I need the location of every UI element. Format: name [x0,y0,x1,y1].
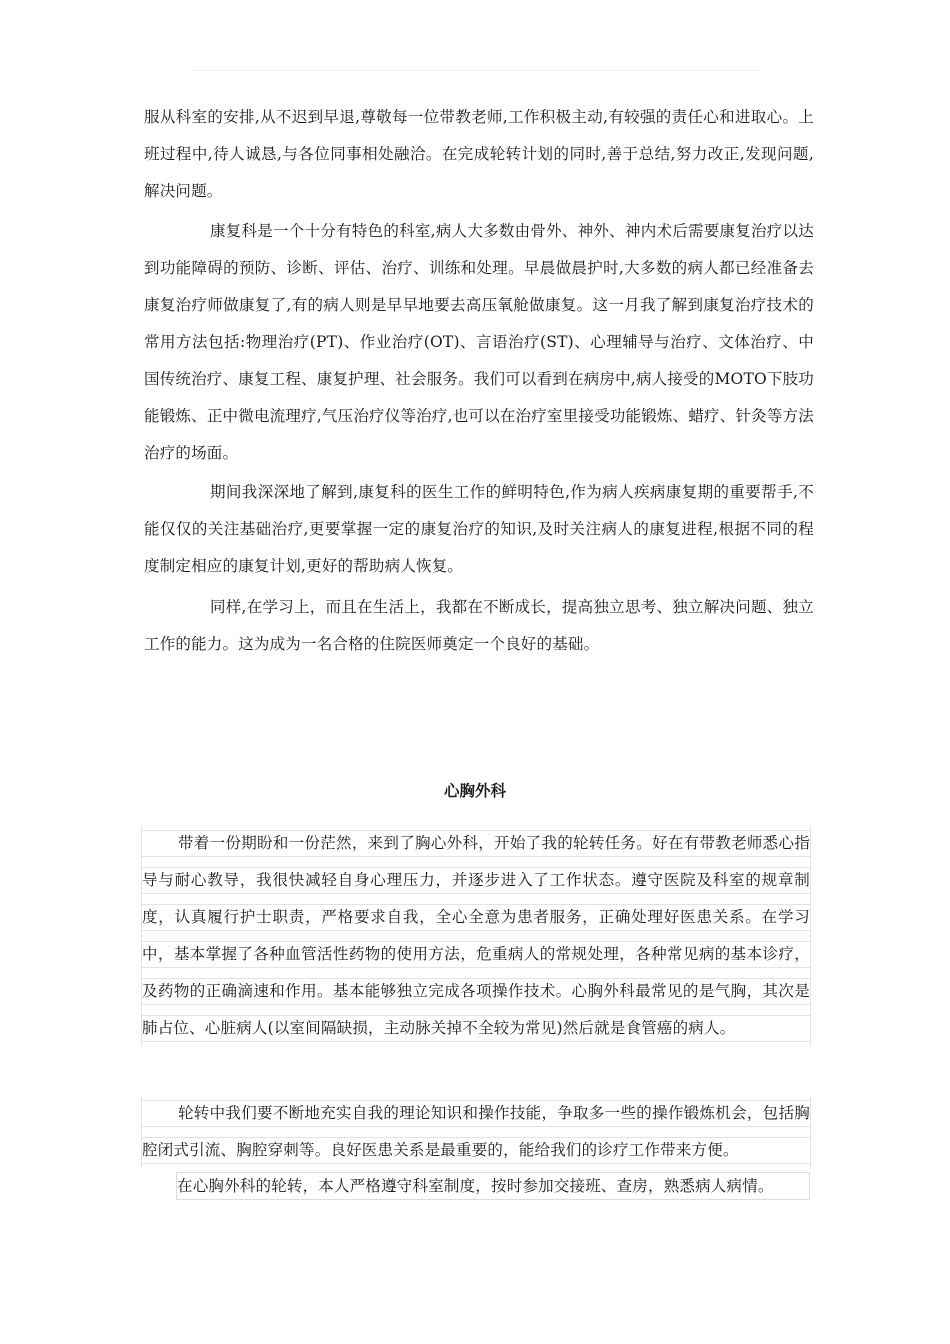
paragraph-7: 在心胸外科的轮转，本人严格遵守科室制度，按时参加交接班、查房，熟悉病人病情。 [176,1172,810,1200]
footer-watermark: · [473,1244,477,1253]
paragraph-6: 轮转中我们要不断地充实自我的理论知识和操作技能，争取多一些的操作锻炼机会，包括胸腔闭式引流、胸腔穿刺等。良好医患关系是最重要的，能给我们的诊疗工作带来方便。 [141,1095,811,1169]
paragraph-5: 带着一份期盼和一份茫然，来到了胸心外科，开始了我的轮转任务。好在有带教老师悉心指导与耐心教导，我很快减轻自身心理压力，并逐步进入了工作状态。遵守医院及科室的规章制度，认真履行护士职责，严格要求自我，全心全意为患者服务，正确处理好医患关系。在学习中，基本掌握了各种血管活性药物的使用方法，危重病人的常规处理，各种常见病的基本诊疗，及药物的正确滴速和作用。基本能够独立完成各项操作技术。心胸外科最常见的是气胸，其次是肺占位、心脏病人(以室间隔缺损，主动脉关掉不全较为常见)然后就是食管癌的病人。 [141,825,811,1047]
paragraph-3: 期间我深深地了解到,康复科的医生工作的鲜明特色,作为病人疾病康复期的重要帮手,不能仅仅的关注基础治疗,更要掌握一定的康复治疗的知识,及时关注病人的康复进程,根据不同的程度制定相应的康复计划,更好的帮助病人恢复。 [144,483,814,575]
paragraph-1: 服从科室的安排,从不迟到早退,尊敬每一位带教老师,工作积极主动,有较强的责任心和进取心。上班过程中,待人诚恳,与各位同事相处融洽。在完成轮转计划的同时,善于总结,努力改正,发现问题,解决问题。 [144,108,814,200]
paragraph-2: 康复科是一个十分有特色的科室,病人大多数由骨外、神外、神内术后需要康复治疗以达到功能障碍的预防、诊断、评估、治疗、训练和处理。早晨做晨护时,大多数的病人都已经准备去康复治疗师做康复了,有的病人则是早早地要去高压氧舱做康复。这一月我了解到康复治疗技术的常用方法包括:物理治疗(PT)、作业治疗(OT)、言语治疗(ST)、心理辅导与治疗、文体治疗、中国传统治疗、康复工程、康复护理、社会服务。我们可以看到在病房中,病人接受的MOTO下肢功能锻炼、正中微电流理疗,气压治疗仪等治疗,也可以在治疗室里接受功能锻炼、蜡疗、针灸等方法治疗的场面。 [144,222,814,462]
section-title: 心胸外科 [443,781,506,800]
paragraph-4: 同样,在学习上，而且在生活上，我都在不断成长，提高独立思考、独立解决问题、独立工作的能力。这为成为一名合格的住院医师奠定一个良好的基础。 [144,598,814,653]
header-rule [190,70,760,71]
